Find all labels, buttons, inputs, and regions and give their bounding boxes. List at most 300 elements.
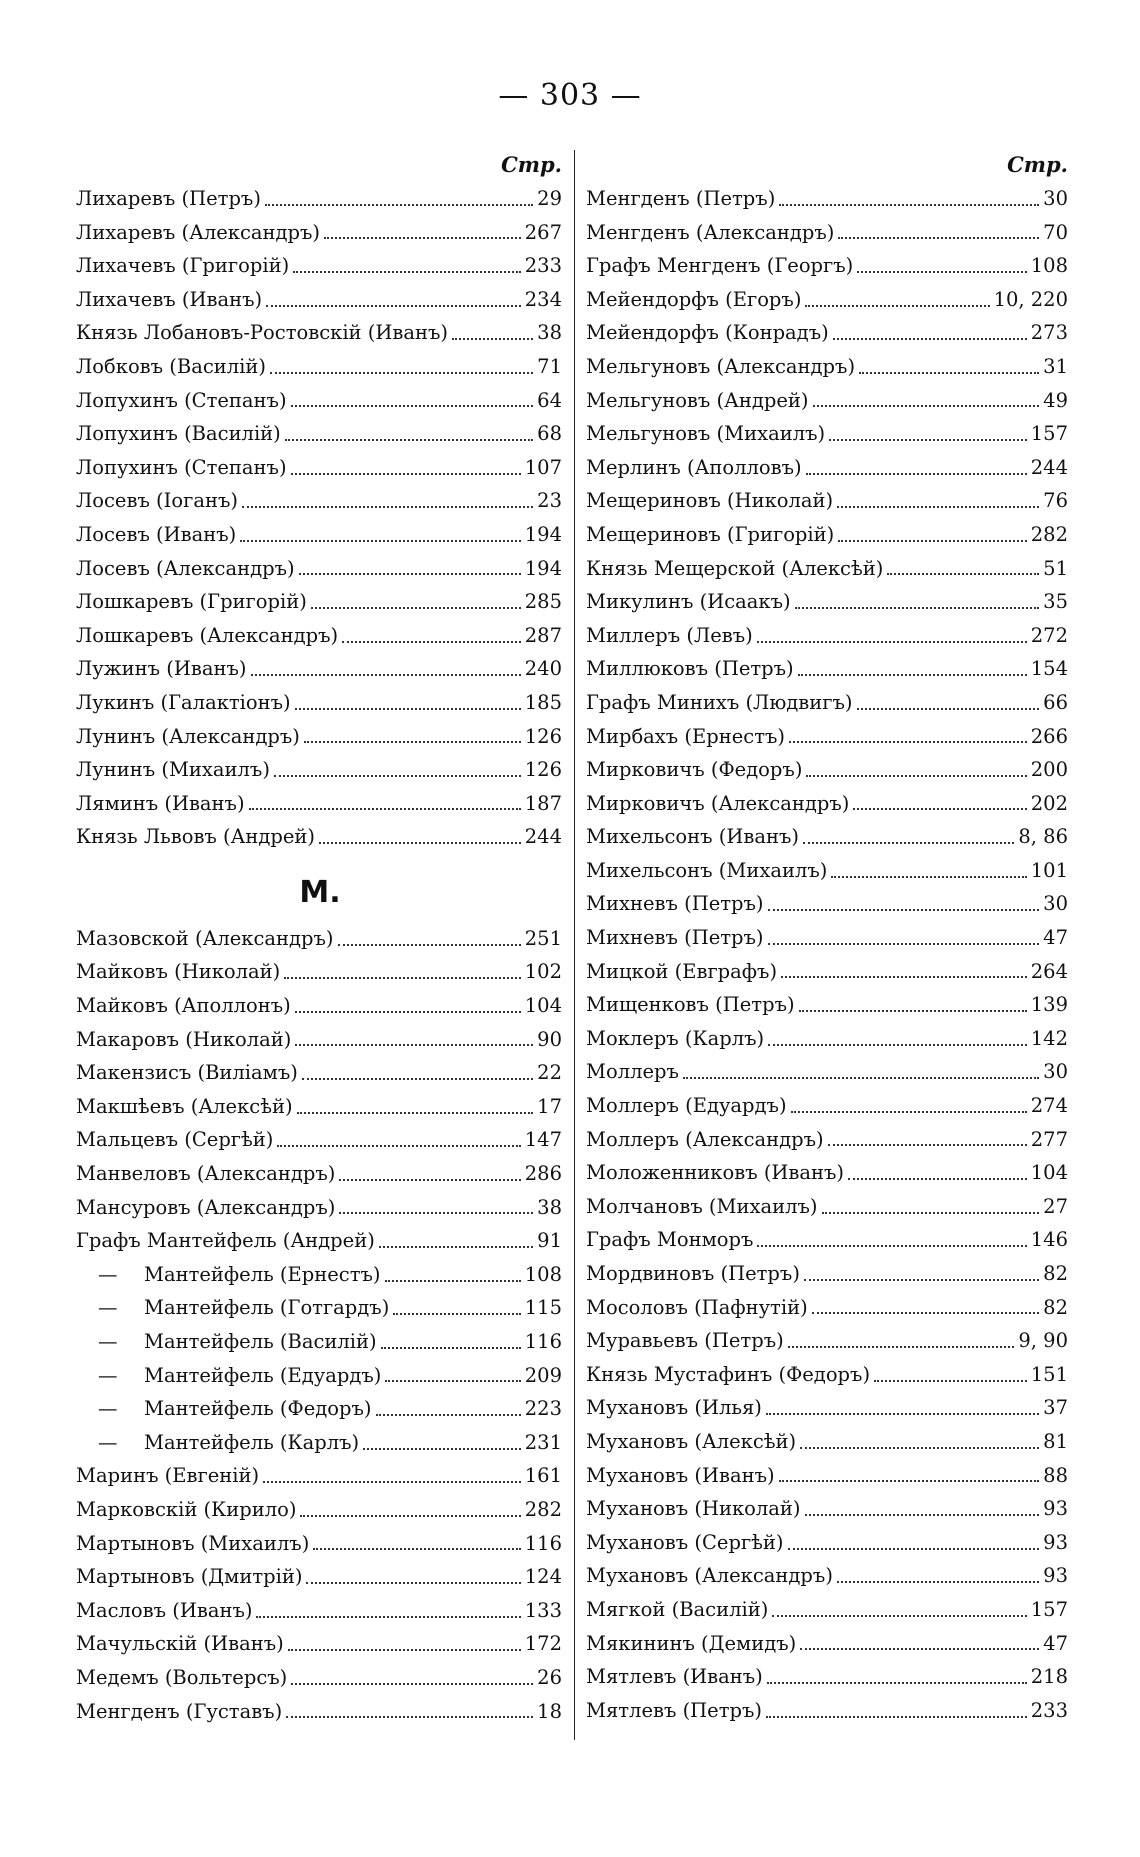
entry-name: Лужинъ (Иванъ) [76, 657, 247, 681]
entry-page-ref: 29 [537, 187, 562, 210]
dot-leader [800, 1447, 1039, 1449]
dot-leader [295, 1011, 521, 1013]
entry-page-ref: 277 [1030, 1127, 1068, 1151]
entry-page-ref: 47 [1043, 1631, 1068, 1655]
dot-leader [265, 204, 533, 206]
entry-name: Мухановъ (Николай) [586, 1497, 801, 1521]
dot-leader [288, 1649, 521, 1651]
index-entry [586, 249, 1070, 283]
index-entry [586, 1324, 1070, 1358]
index-entry [586, 820, 1070, 854]
dot-leader [291, 473, 521, 475]
index-entry [586, 921, 1070, 955]
index-entry [586, 1156, 1070, 1190]
dot-leader [300, 1515, 520, 1517]
entry-page-ref: 244 [1030, 455, 1068, 479]
entry-name: Мещериновъ (Николай) [586, 489, 834, 513]
index-entry [586, 619, 1070, 653]
entry-name: Мальцевъ (Сергѣй) [76, 1128, 274, 1152]
dot-leader [804, 1279, 1039, 1281]
entry-name: Моллеръ [586, 1060, 679, 1084]
index-entry [76, 1459, 564, 1493]
entry-name: Моложенниковъ (Иванъ) [586, 1161, 845, 1185]
dot-leader [293, 271, 521, 273]
ditto-dash: — [98, 1363, 118, 1387]
index-entry [76, 1359, 564, 1393]
index-entry [76, 1325, 564, 1359]
entry-page-ref: 93 [1043, 1564, 1068, 1588]
entry-name: Макензисъ (Виліамъ) [76, 1061, 298, 1085]
dot-leader [837, 1581, 1039, 1583]
dot-leader [766, 1413, 1039, 1415]
entry-page-ref: 88 [1043, 1463, 1068, 1487]
dot-leader [795, 607, 1040, 609]
index-entry [76, 1023, 564, 1057]
dot-leader [339, 1212, 533, 1214]
dot-leader [286, 1716, 533, 1718]
entry-page-ref: 200 [1030, 758, 1068, 782]
entry-page-ref: 81 [1043, 1429, 1068, 1453]
entry-name: Князь Львовъ (Андрей) [76, 825, 316, 849]
entry-name: Менгденъ (Александръ) [586, 220, 835, 244]
entry-page-ref: 273 [1030, 321, 1068, 345]
entry-name: Менгденъ (Густавъ) [76, 1699, 283, 1723]
dot-leader [806, 473, 1027, 475]
entry-page-ref: 93 [1043, 1530, 1068, 1554]
dot-leader [256, 1616, 520, 1618]
entry-page-ref: 30 [1043, 1060, 1068, 1084]
index-entry [76, 417, 564, 451]
entry-name: Мансуровъ (Александръ) [76, 1195, 336, 1219]
entry-page-ref: 104 [1030, 1161, 1068, 1185]
index-entry [586, 552, 1070, 586]
dot-leader [798, 674, 1027, 676]
index-entry [586, 1291, 1070, 1325]
dot-leader [240, 540, 520, 542]
entry-name: Князь Мустафинъ (Федоръ) [586, 1362, 871, 1386]
dot-leader [791, 1111, 1027, 1113]
dot-leader [768, 1044, 1027, 1046]
index-entry [586, 1223, 1070, 1257]
entry-name: Майковъ (Аполлонъ) [76, 994, 291, 1018]
entry-page-ref: 146 [1030, 1228, 1068, 1252]
dot-leader [266, 305, 521, 307]
index-entry [586, 417, 1070, 451]
dot-leader [812, 1312, 1039, 1314]
dot-leader [837, 506, 1039, 508]
entry-page-ref: 202 [1030, 791, 1068, 815]
entry-page-ref: 151 [1030, 1362, 1068, 1386]
index-entry [586, 216, 1070, 250]
dot-leader [768, 943, 1040, 945]
entry-name: Муравьевъ (Петръ) [586, 1329, 784, 1353]
dot-leader [768, 909, 1040, 911]
index-entry [586, 652, 1070, 686]
entry-page-ref: 147 [524, 1128, 562, 1152]
entry-page-ref: 282 [1030, 522, 1068, 546]
index-entry [76, 1291, 564, 1325]
index-entry [76, 283, 564, 317]
entry-name: Мухановъ (Александръ) [586, 1564, 833, 1588]
entry-name: Лошкаревъ (Григорій) [76, 590, 307, 614]
entry-page-ref: 126 [524, 758, 562, 782]
entry-name: Мазовской (Александръ) [76, 926, 334, 950]
entry-name: Лопухинъ (Степанъ) [76, 388, 287, 412]
index-entry [586, 988, 1070, 1022]
ditto-dash: — [98, 1430, 118, 1454]
index-entry [586, 384, 1070, 418]
entry-page-ref: 194 [524, 556, 562, 580]
dot-leader [887, 573, 1039, 575]
dot-leader [319, 842, 521, 844]
index-entry [586, 686, 1070, 720]
right-column [586, 148, 1070, 1727]
entry-page-ref: 194 [524, 522, 562, 546]
dot-leader [831, 876, 1026, 878]
entry-page-ref: 187 [524, 791, 562, 815]
entry-page-ref: 90 [537, 1027, 562, 1051]
index-entry [76, 1157, 564, 1191]
index-entry [586, 787, 1070, 821]
entry-name: Мачульскій (Иванъ) [76, 1632, 284, 1656]
index-entry [76, 787, 564, 821]
entry-page-ref: 154 [1030, 657, 1068, 681]
dot-leader [779, 204, 1039, 206]
entry-name: Медемъ (Вольтерсъ) [76, 1665, 288, 1689]
dot-leader [772, 1615, 1026, 1617]
index-entry [76, 1392, 564, 1426]
entry-page-ref: 101 [1030, 858, 1068, 882]
index-entry [586, 854, 1070, 888]
entry-page-ref: 82 [1043, 1262, 1068, 1285]
ditto-dash: — [98, 1330, 118, 1353]
entry-name: Мирковичъ (Федоръ) [586, 758, 803, 782]
dot-leader [274, 775, 521, 777]
dot-leader [838, 540, 1027, 542]
dot-leader [251, 674, 521, 676]
dot-leader [295, 708, 521, 710]
entry-name: Михельсонъ (Михаилъ) [586, 858, 828, 882]
index-entry [586, 585, 1070, 619]
entry-name: Макаровъ (Николай) [76, 1027, 292, 1051]
index-entry [586, 1055, 1070, 1089]
dot-leader [306, 1582, 520, 1584]
entry-name: Лопухинъ (Степанъ) [76, 455, 287, 479]
dot-leader [363, 1448, 521, 1450]
entry-page-ref: 115 [524, 1296, 562, 1320]
dot-leader [242, 506, 533, 508]
index-entry [586, 887, 1070, 921]
entry-name: Лунинъ (Александръ) [76, 724, 300, 748]
dot-leader [781, 976, 1027, 978]
index-entry [76, 1493, 564, 1527]
index-entry [76, 922, 564, 956]
entry-name: Мейендорфъ (Егоръ) [586, 287, 802, 311]
entry-name: Лобковъ (Василій) [76, 354, 266, 378]
entry-page-ref: 266 [1030, 724, 1068, 748]
entry-page-ref: 17 [537, 1094, 562, 1118]
index-entry [76, 384, 564, 418]
section-letter-m: М. [299, 874, 341, 910]
entry-name: Моклеръ (Карлъ) [586, 1026, 765, 1050]
entry-page-ref: 157 [1030, 422, 1068, 446]
dot-leader [838, 237, 1039, 239]
entry-name: Мартыновъ (Михаилъ) [76, 1531, 310, 1555]
entry-name: Мельгуновъ (Александръ) [586, 354, 856, 378]
entry-page-ref: 116 [524, 1330, 562, 1353]
index-entry [76, 720, 564, 754]
index-entry [76, 1661, 564, 1695]
entry-name: Мятлевъ (Петръ) [586, 1698, 763, 1722]
entry-page-ref: 35 [1043, 590, 1068, 614]
index-entry [586, 182, 1070, 216]
index-entry [586, 1492, 1070, 1526]
dot-leader [263, 1481, 521, 1483]
dot-leader [285, 439, 533, 441]
entry-page-ref: 8, 86 [1018, 825, 1068, 849]
index-entry [586, 1660, 1070, 1694]
entry-name: Михельсонъ (Иванъ) [586, 825, 799, 849]
entry-name: Лихачевъ (Григорій) [76, 254, 290, 278]
entry-page-ref: 18 [537, 1699, 562, 1723]
index-entry [76, 820, 564, 854]
entry-page-ref: 31 [1043, 354, 1068, 378]
index-entry [586, 518, 1070, 552]
entry-name: Лихачевъ (Иванъ) [76, 287, 263, 311]
index-entry [76, 1090, 564, 1124]
entry-name: Графъ Мантейфель (Андрей) [76, 1229, 375, 1253]
dot-leader [302, 1078, 533, 1080]
dot-leader [324, 237, 521, 239]
entry-page-ref: 172 [524, 1632, 562, 1656]
ditto-dash: — [98, 1262, 118, 1286]
dot-leader [799, 1010, 1027, 1012]
dot-leader [874, 1380, 1027, 1382]
entry-name: Михневъ (Петръ) [586, 926, 764, 950]
entry-page-ref: 71 [537, 354, 562, 378]
dot-leader [828, 1144, 1027, 1146]
index-entry [76, 1224, 564, 1258]
entry-name: Мерлинъ (Аполловъ) [586, 455, 802, 479]
index-entry [76, 350, 564, 384]
column-divider [574, 150, 575, 1740]
entry-page-ref: 51 [1043, 556, 1068, 580]
index-entry [76, 686, 564, 720]
entry-page-ref: 240 [524, 657, 562, 681]
entry-name: Мирбахъ (Ернестъ) [586, 724, 785, 748]
entry-page-ref: 104 [524, 994, 562, 1018]
dot-leader [313, 1548, 520, 1550]
entry-page-ref: 26 [537, 1665, 562, 1689]
dot-leader [342, 641, 521, 643]
dot-leader [270, 372, 533, 374]
dot-leader [813, 405, 1040, 407]
index-entry [586, 451, 1070, 485]
index-entry [586, 316, 1070, 350]
entry-name: Менгденъ (Петръ) [586, 187, 776, 210]
entry-name: Ляминъ (Иванъ) [76, 791, 245, 815]
entry-name: Манвеловъ (Александръ) [76, 1162, 336, 1186]
index-entry [76, 1191, 564, 1225]
entry-page-ref: 124 [524, 1565, 562, 1589]
entry-page-ref: 91 [537, 1229, 562, 1253]
entry-page-ref: 218 [1030, 1665, 1068, 1689]
index-entry [76, 1594, 564, 1628]
dot-leader [277, 1145, 520, 1147]
dot-leader [393, 1313, 520, 1315]
index-entry [586, 1391, 1070, 1425]
entry-name: Майковъ (Николай) [76, 960, 281, 984]
entry-page-ref: 251 [524, 926, 562, 950]
dot-leader [779, 1480, 1040, 1482]
entry-name: Мантейфель (Федоръ) [144, 1397, 372, 1421]
entry-page-ref: 102 [524, 960, 562, 984]
entry-page-ref: 68 [537, 422, 562, 446]
entry-page-ref: 234 [524, 287, 562, 311]
entry-name: Миллюковъ (Петръ) [586, 657, 794, 681]
entry-name: Миллеръ (Левъ) [586, 623, 753, 647]
index-entry [76, 451, 564, 485]
entry-name: Мордвиновъ (Петръ) [586, 1262, 800, 1285]
index-entry [586, 1526, 1070, 1560]
entry-page-ref: 76 [1043, 489, 1068, 513]
dot-leader [806, 775, 1026, 777]
index-entry [586, 1123, 1070, 1157]
entry-page-ref: 209 [524, 1363, 562, 1387]
dot-leader [767, 1682, 1027, 1684]
left-entries-l [76, 182, 564, 854]
entry-page-ref: 233 [524, 254, 562, 278]
entry-page-ref: 142 [1030, 1026, 1068, 1050]
index-entry [586, 1593, 1070, 1627]
entry-name: Михневъ (Петръ) [586, 892, 764, 916]
entry-name: Мещериновъ (Григорій) [586, 522, 835, 546]
entry-page-ref: 10, 220 [993, 287, 1068, 311]
index-entry [76, 585, 564, 619]
dot-leader [297, 1112, 534, 1114]
dot-leader [805, 305, 989, 307]
entry-name: Мирковичъ (Александръ) [586, 791, 850, 815]
dot-leader [822, 1212, 1040, 1214]
dot-leader [788, 1548, 1040, 1550]
entry-name: Мантейфель (Готгардъ) [144, 1296, 390, 1320]
entry-page-ref: 285 [524, 590, 562, 614]
entry-page-ref: 107 [524, 455, 562, 479]
dot-leader [757, 641, 1027, 643]
entry-name: Мякининъ (Демидъ) [586, 1631, 797, 1655]
index-entry [76, 1560, 564, 1594]
dot-leader [803, 842, 1014, 844]
entry-page-ref: 64 [537, 388, 562, 412]
entry-page-ref: 38 [537, 321, 562, 345]
dot-leader [683, 1077, 1039, 1079]
dot-leader [249, 808, 521, 810]
entry-page-ref: 287 [524, 623, 562, 647]
entry-name: Мищенковъ (Петръ) [586, 993, 795, 1017]
entry-name: Графъ Минихъ (Людвигъ) [586, 690, 853, 714]
entry-page-ref: 27 [1043, 1194, 1068, 1218]
index-entry [76, 1426, 564, 1460]
dot-leader [853, 808, 1026, 810]
entry-name: Лосевъ (Иванъ) [76, 522, 237, 546]
entry-page-ref: 116 [524, 1531, 562, 1555]
dot-leader [339, 1179, 520, 1181]
entry-page-ref: 233 [1030, 1698, 1068, 1722]
entry-name: Лосевъ (Іоганъ) [76, 489, 238, 513]
dot-leader [805, 1514, 1040, 1516]
index-entry [76, 1056, 564, 1090]
entry-page-ref: 93 [1043, 1497, 1068, 1521]
entry-page-ref: 185 [524, 690, 562, 714]
entry-page-ref: 223 [524, 1397, 562, 1421]
entry-page-ref: 108 [1030, 254, 1068, 278]
index-entry [586, 753, 1070, 787]
entry-name: Макшѣевъ (Алексѣй) [76, 1094, 293, 1118]
entry-name: Мосоловъ (Пафнутій) [586, 1295, 808, 1319]
entry-name: Лукинъ (Галактіонъ) [76, 690, 291, 714]
entry-name: Графъ Монморъ [586, 1228, 754, 1252]
dot-leader [338, 944, 521, 946]
entry-page-ref: 264 [1030, 959, 1068, 983]
entry-page-ref: 37 [1043, 1396, 1068, 1420]
entry-name: Лопухинъ (Василій) [76, 422, 281, 446]
entry-name: Графъ Менгденъ (Георгъ) [586, 254, 854, 278]
entry-name: Маринъ (Евгеній) [76, 1464, 260, 1488]
entry-page-ref: 108 [524, 1262, 562, 1286]
index-entry [586, 484, 1070, 518]
right-column-header: Стр. [1007, 152, 1068, 177]
entry-name: Мейендорфъ (Конрадъ) [586, 321, 829, 345]
dot-leader [452, 338, 533, 340]
entry-name: Мягкой (Василій) [586, 1597, 769, 1621]
entry-name: Лосевъ (Александръ) [76, 556, 295, 580]
index-entry [586, 1627, 1070, 1661]
index-entry [586, 1559, 1070, 1593]
index-entry [586, 283, 1070, 317]
index-entry [586, 720, 1070, 754]
index-entry [76, 316, 564, 350]
index-entry [586, 1257, 1070, 1291]
entry-page-ref: 66 [1043, 690, 1068, 714]
index-entry [76, 1258, 564, 1292]
entry-name: Мартыновъ (Дмитрій) [76, 1565, 303, 1589]
dot-leader [857, 271, 1026, 273]
dot-leader [800, 1648, 1039, 1650]
dot-leader [385, 1380, 520, 1382]
left-column-header: Стр. [501, 152, 562, 177]
dot-leader [848, 1178, 1027, 1180]
dot-leader [379, 1246, 533, 1248]
index-entry [586, 1459, 1070, 1493]
entry-page-ref: 267 [524, 220, 562, 244]
entry-name: Мельгуновъ (Михаилъ) [586, 422, 826, 446]
right-entries [586, 182, 1070, 1727]
entry-page-ref: 70 [1043, 220, 1068, 244]
entry-page-ref: 30 [1043, 187, 1068, 210]
left-entries-m [76, 922, 564, 1728]
entry-page-ref: 282 [524, 1497, 562, 1521]
dot-leader [859, 372, 1039, 374]
entry-name: Марковскій (Кирило) [76, 1497, 297, 1521]
entry-page-ref: 231 [524, 1430, 562, 1454]
entry-name: Моллеръ (Едуардъ) [586, 1094, 787, 1118]
entry-page-ref: 38 [537, 1195, 562, 1219]
entry-page-ref: 286 [524, 1162, 562, 1186]
left-column [76, 148, 564, 1728]
index-entry [76, 753, 564, 787]
entry-name: Лунинъ (Михаилъ) [76, 758, 270, 782]
entry-name: Микулинъ (Исаакъ) [586, 590, 791, 614]
